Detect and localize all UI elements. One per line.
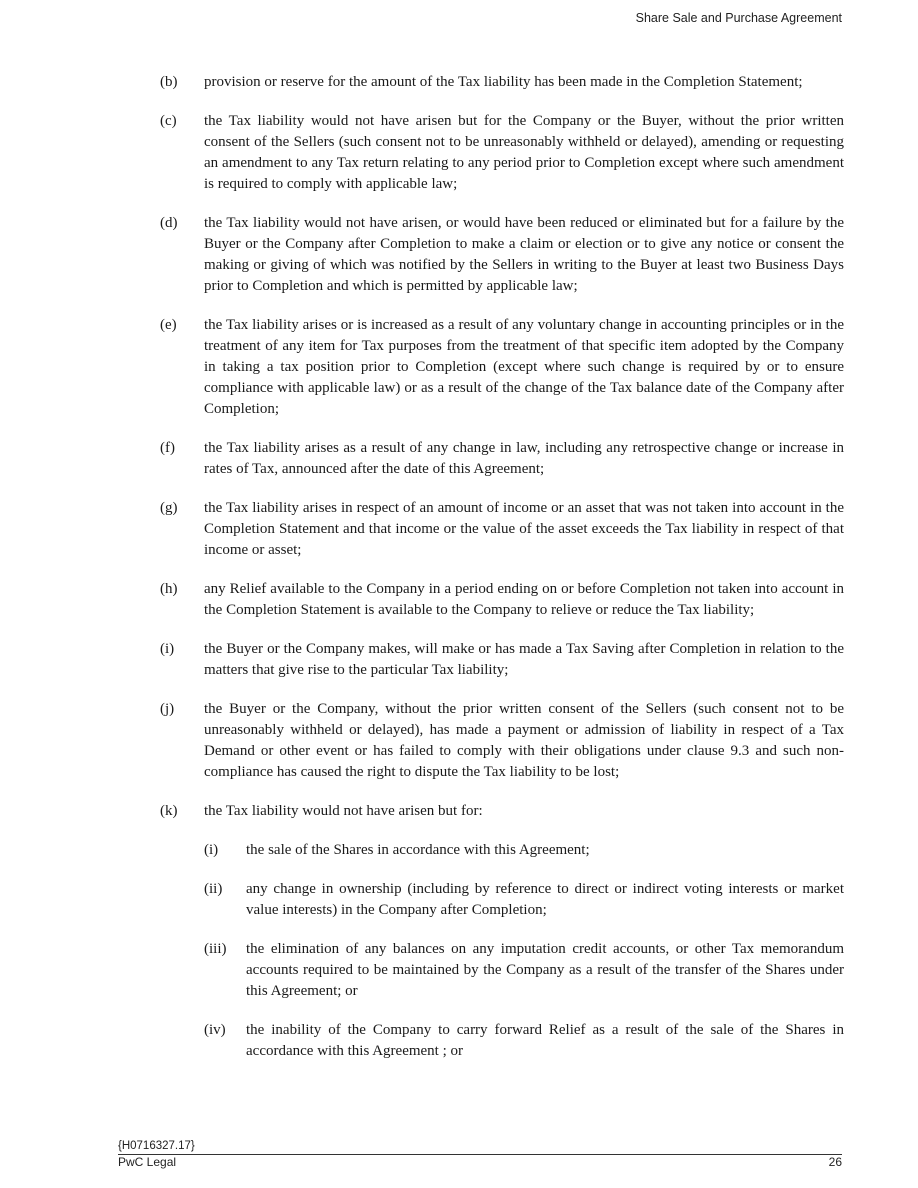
clause-text: provision or reserve for the amount of the Tax liability has been made in the Completion Statement;	[204, 74, 803, 90]
sub-clause-text: the elimination of any balances on any imputation credit accounts, or other Tax memorandum accounts required to be maintained by the Company as a result of the transfer of the Shares under this Agreement; or	[246, 941, 844, 999]
footer-row	[118, 1155, 842, 1169]
clause-item-c	[160, 111, 844, 195]
clause-item-k	[160, 801, 844, 822]
firm-name: PwC Legal	[118, 1155, 177, 1169]
clause-body	[160, 72, 844, 1080]
clause-label: (d)	[160, 215, 178, 231]
clause-text: any Relief available to the Company in a period ending on or before Completion not taken into account in the Completion Statement is available to the Company to relieve or reduce the Tax liability;	[204, 581, 844, 618]
clause-text: the Buyer or the Company, without the prior written consent of the Sellers (such consent not to be unreasonably withheld or delayed), has made a payment or admission of liability in respect of a Tax Demand or other event or has failed to comply with their obligations under clause 9.3 and such non-compliance has caused the right to dispute the Tax liability to be lost;	[204, 701, 844, 780]
clause-text: the Tax liability arises as a result of any change in law, including any retrospective change or increase in rates of Tax, announced after the date of this Agreement;	[204, 440, 844, 477]
clause-item-j	[160, 699, 844, 783]
sub-clause-list	[204, 840, 844, 1062]
clause-item-i	[160, 639, 844, 681]
sub-clause-item-i	[204, 840, 844, 861]
clause-label: (f)	[160, 440, 175, 456]
page-header-title: Share Sale and Purchase Agreement	[635, 11, 842, 25]
clause-item-e	[160, 315, 844, 420]
clause-label: (g)	[160, 500, 178, 516]
page-number: 26	[828, 1155, 842, 1169]
clause-label: (h)	[160, 581, 178, 597]
clause-text: the Tax liability arises or is increased as a result of any voluntary change in accounting principles or in the treatment of any item for Tax purposes from the treatment of that specific item adopted by the Company in taking a tax position prior to Completion (except where such change is required by or to ensure compliance with applicable law) or as a result of the change of the Tax balance date of the Company after Completion;	[204, 317, 844, 417]
clause-label: (e)	[160, 317, 177, 333]
sub-clause-text: any change in ownership (including by reference to direct or indirect voting interests or market value interests) in the Company after Completion;	[246, 881, 844, 918]
clause-text: the Buyer or the Company makes, will make or has made a Tax Saving after Completion in relation to the matters that give rise to the particular Tax liability;	[204, 641, 844, 678]
clause-text: the Tax liability would not have arisen, or would have been reduced or eliminated but for a failure by the Buyer or the Company after Completion to make a claim or election or to give any notice or consent the making or giving of which was notified by the Sellers in writing to the Buyer at least two Business Days prior to Completion and which is permitted by applicable law;	[204, 215, 844, 294]
sub-clause-item-iii	[204, 939, 844, 1002]
clause-label: (k)	[160, 803, 178, 819]
clause-item-f	[160, 438, 844, 480]
clause-item-g	[160, 498, 844, 561]
sub-clause-label: (iii)	[204, 941, 227, 957]
page-footer	[118, 1140, 842, 1169]
clause-label: (b)	[160, 74, 178, 90]
clause-item-d	[160, 213, 844, 297]
sub-clause-text: the sale of the Shares in accordance with this Agreement;	[246, 842, 590, 858]
clause-text: the Tax liability would not have arisen but for:	[204, 803, 483, 819]
clause-label: (j)	[160, 701, 175, 717]
clause-item-b	[160, 72, 844, 93]
clause-label: (i)	[160, 641, 175, 657]
clause-label: (c)	[160, 113, 177, 129]
document-reference: {H0716327.17}	[118, 1140, 195, 1152]
sub-clause-item-iv	[204, 1020, 844, 1062]
clause-text: the Tax liability arises in respect of an amount of income or an asset that was not taken into account in the Completion Statement and that income or the value of the asset exceeds the Tax liability in respect of that income or asset;	[204, 500, 844, 558]
sub-clause-label: (ii)	[204, 881, 223, 897]
sub-clause-text: the inability of the Company to carry forward Relief as a result of the sale of the Shares in accordance with this Agreement ; or	[246, 1022, 844, 1059]
clause-item-h	[160, 579, 844, 621]
sub-clause-item-ii	[204, 879, 844, 921]
sub-clause-label: (iv)	[204, 1022, 226, 1038]
sub-clause-label: (i)	[204, 842, 219, 858]
clause-text: the Tax liability would not have arisen but for the Company or the Buyer, without the prior written consent of the Sellers (such consent not to be unreasonably withheld or delayed), amending or requesting an amendment to any Tax return relating to any period prior to Completion except where such amendment is required to comply with applicable law;	[204, 113, 844, 192]
